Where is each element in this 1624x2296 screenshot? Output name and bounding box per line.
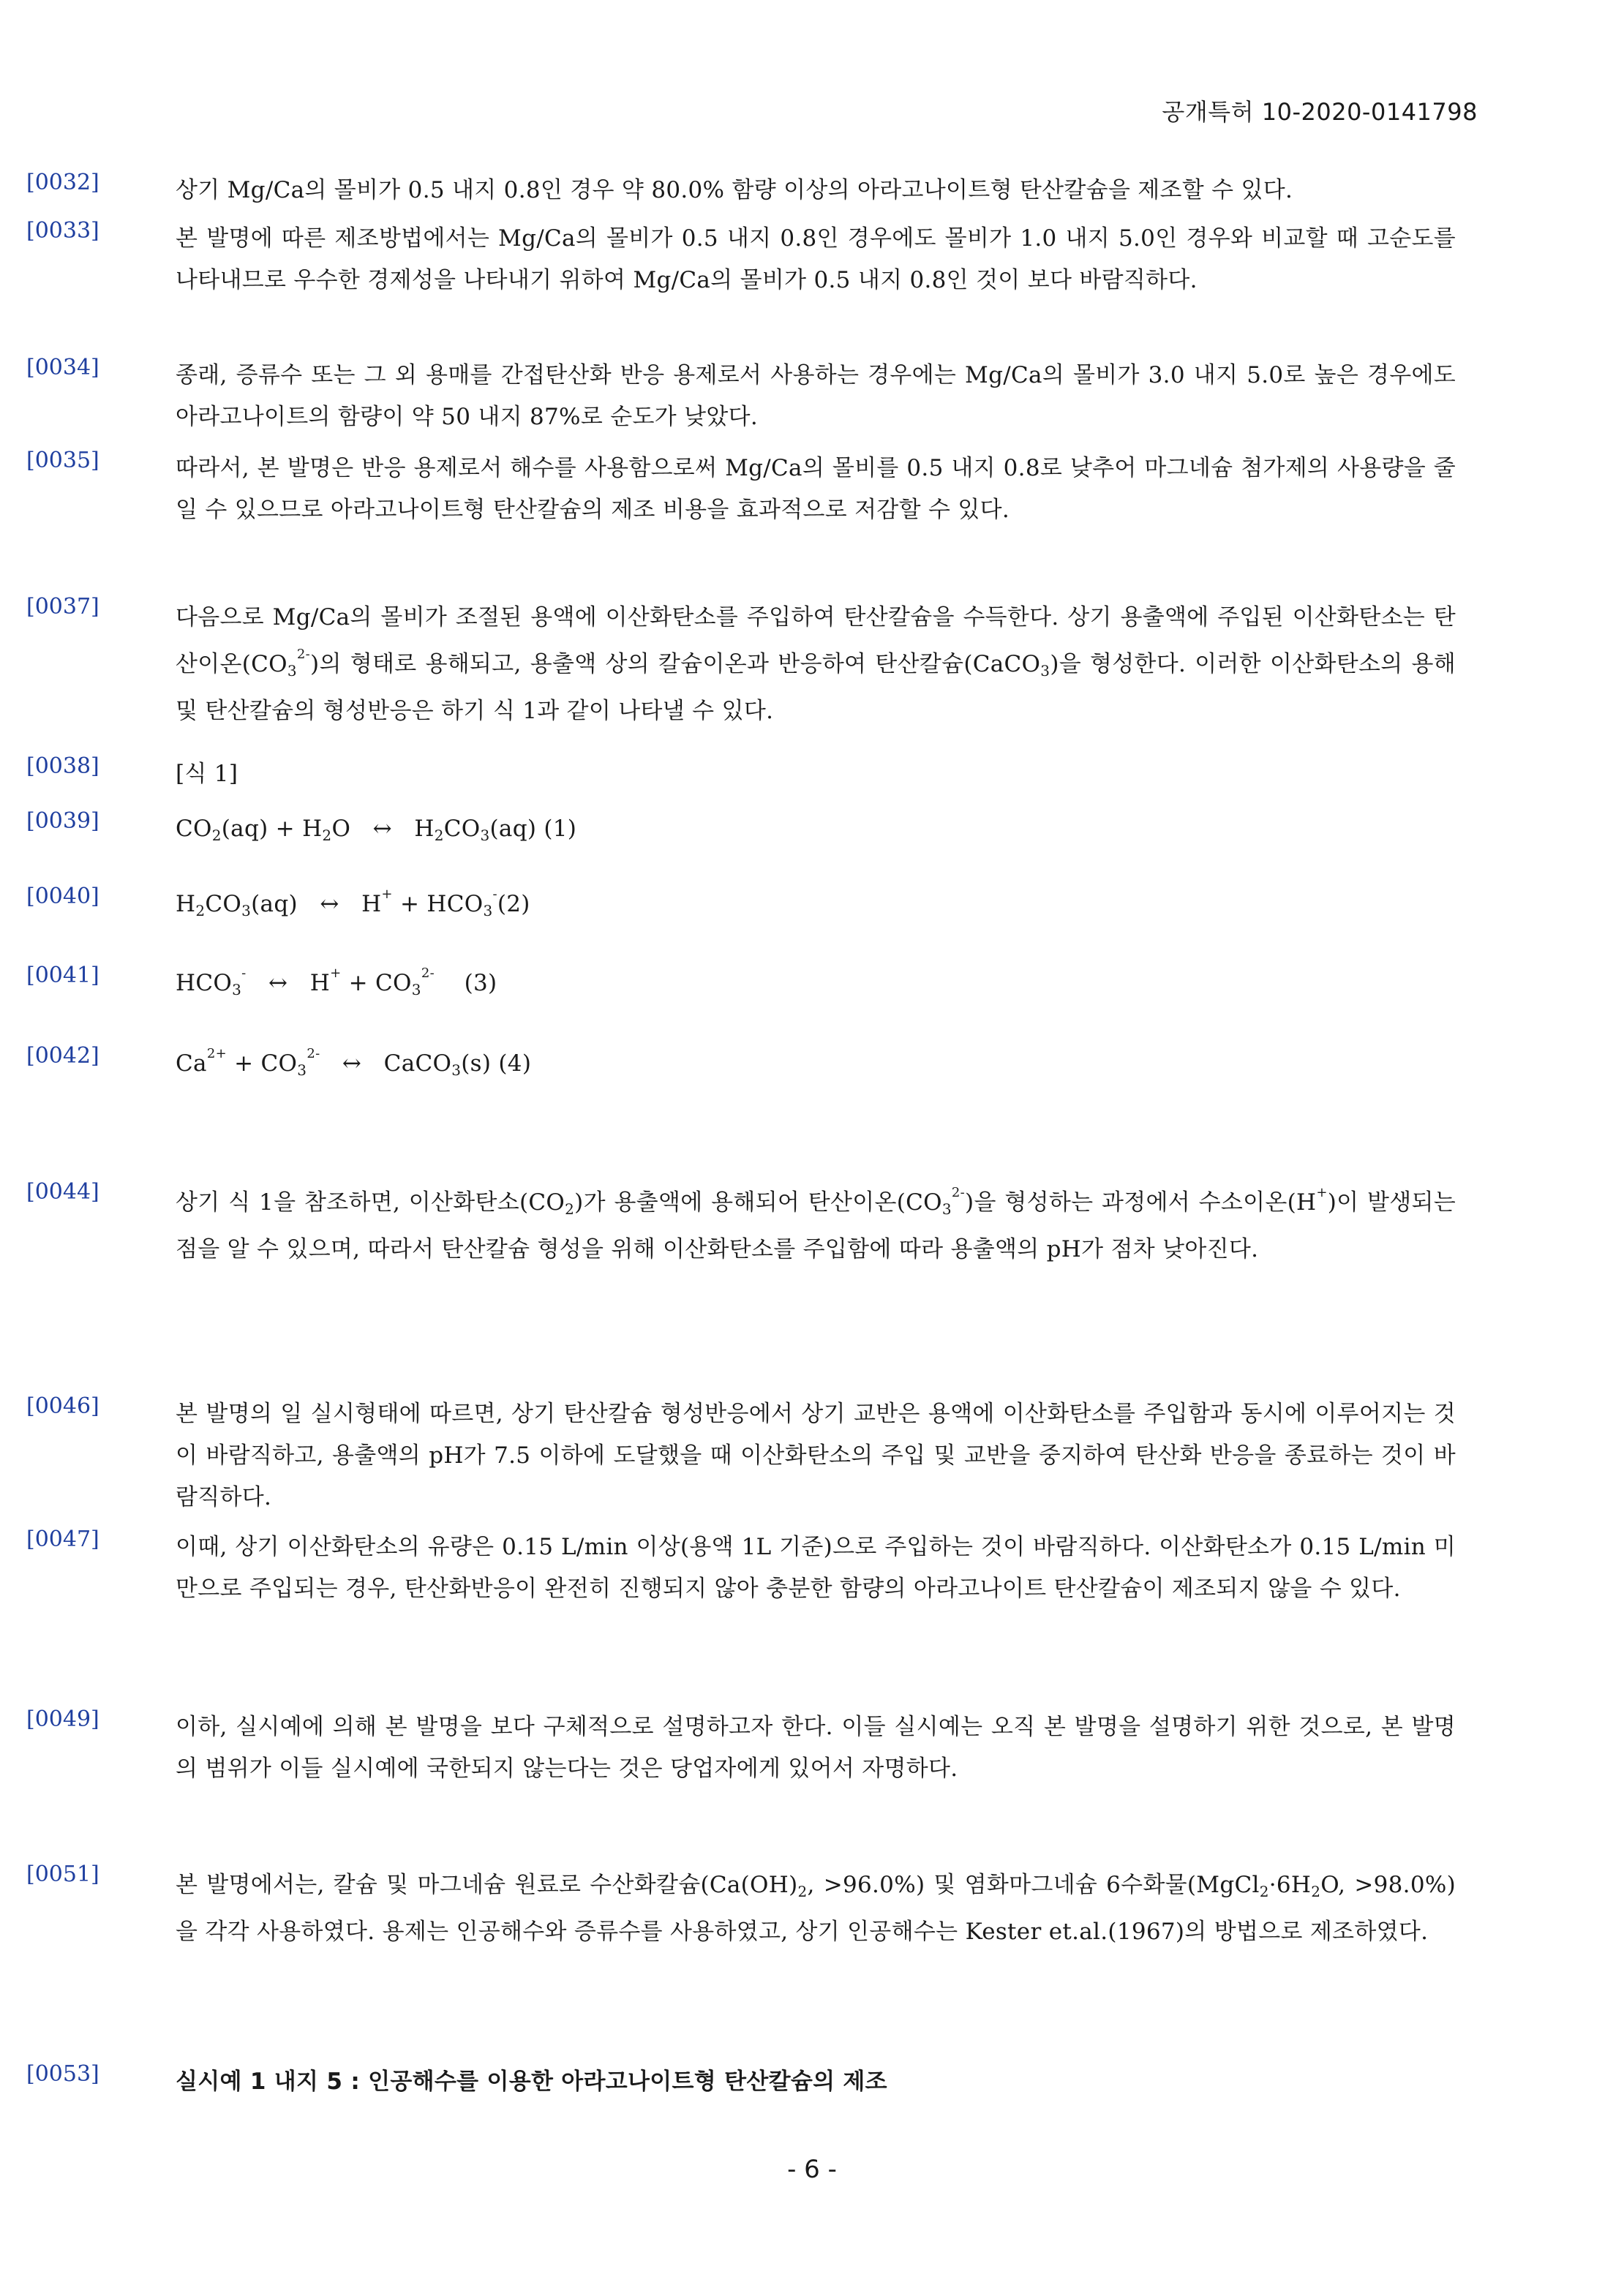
page-number: - 6 - — [787, 2155, 837, 2184]
paragraph-number: [0035] — [26, 448, 99, 473]
section-heading: 실시예 1 내지 5 : 인공해수를 이용한 아라고나이트형 탄산칼슘의 제조 — [176, 2069, 887, 2095]
paragraph-number: [0053] — [26, 2061, 99, 2087]
paragraph-text: 다음으로 Mg/Ca의 몰비가 조절된 용액에 이산화탄소를 주입하여 탄산칼슘을 수득한다. 상기 용출액에 주입된 이산화탄소는 탄산이온$(CO_3^{2-})$의 형태로 용해되고, 용출액 상의 칼슘이온과 반응하여 탄산칼슘(CaCO$_3$)을 형성한다. 이러한 이산화탄소의 용해 및 탄산칼슘의 형성반응은 하기 식 1과 같이 나타낼 수 있다. — [176, 604, 1456, 724]
paragraph-number: [0044] — [26, 1179, 99, 1205]
paragraph-number: [0046] — [26, 1393, 99, 1419]
paragraph-number: [0037] — [26, 594, 99, 620]
paragraph-text: [식 1] — [176, 761, 238, 787]
paragraph-number: [0042] — [26, 1043, 99, 1069]
paragraph-text: 이때, 상기 이산화탄소의 유량은 0.15 L/min 이상(용액 1L 기준)으로 주입하는 것이 바람직하다. 이산화탄소가 0.15 L/min 미만으로 주입되는 경우, 탄산화반응이 완전히 진행되지 않아 충분한 함량의 아라고나이트 탄산칼슘이 제조되지 않을 수 있다. — [176, 1534, 1456, 1602]
paragraph-text: 본 발명의 일 실시형태에 따르면, 상기 탄산칼슘 형성반응에서 상기 교반은 용액에 이산화탄소를 주입함과 동시에 이루어지는 것이 바람직하고, 용출액의 pH가 7.5 이하에 도달했을 때 이산화탄소의 주입 및 교반을 중지하여 탄산화 반응을 종료하는 것이 바람직하다. — [176, 1401, 1456, 1510]
paragraph-text: 본 발명에 따른 제조방법에서는 Mg/Ca의 몰비가 0.5 내지 0.8인 경우에도 몰비가 1.0 내지 5.0인 경우와 비교할 때 고순도를 나타내므로 우수한 경제성을 나타내기 위하여 Mg/Ca의 몰비가 0.5 내지 0.8인 것이 보다 바람직하다. — [176, 225, 1456, 293]
paragraph-text: 상기 식 1을 참조하면, 이산화탄소$(CO_2)$가 용출액에 용해되어 탄산이온$(CO_3^{2-})$을 형성하는 과정에서 수소이온(H+)이 발생되는 점을 알 수 있으며, 따라서 탄산칼슘 형성을 위해 이산화탄소를 주입함에 따라 용출액의 pH가 점차 낮아진다. — [176, 1185, 1456, 1262]
document-id: 공개특허 10-2020-0141798 — [1162, 98, 1478, 126]
paragraph-number: [0051] — [26, 1862, 99, 1887]
paragraph-number: [0049] — [26, 1706, 99, 1732]
equation-text: $Ca^{2+} + CO_3^{2-}$ ↔ CaCO$_3$(s) (4) — [176, 1046, 532, 1079]
paragraph-number: [0047] — [26, 1527, 99, 1552]
paragraph-text: 이하, 실시예에 의해 본 발명을 보다 구체적으로 설명하고자 한다. 이들 실시예는 오직 본 발명을 설명하기 위한 것으로, 본 발명의 범위가 이들 실시예에 국한되지 않는다는 것은 당업자에게 있어서 자명하다. — [176, 1714, 1456, 1782]
equation-text: $HCO_3^-$ ↔ $H^+ + CO_3^{2-}$ (3) — [176, 966, 497, 998]
paragraph-number: [0040] — [26, 884, 99, 909]
paragraph-number: [0039] — [26, 808, 99, 834]
equation-text: $H_2CO_3(aq)$ ↔ $H^+ + HCO_3^-(2)$ — [176, 887, 530, 919]
paragraph-text: 본 발명에서는, 칼슘 및 마그네슘 원료로 수산화칼슘($Ca(OH)_2$, >96.0%) 및 염화마그네슘 6수화물($MgCl_2\cdot 6H_2O$, >98.0%)을 각각 사용하였다. 용제는 인공해수와 증류수를 사용하였고, 상기 인공해수는 Kester et.al.(1967)의 방법으로 제조하였다. — [176, 1872, 1456, 1945]
paragraph-number: [0033] — [26, 218, 99, 244]
paragraph-number: [0034] — [26, 355, 99, 380]
paragraph-number: [0041] — [26, 963, 99, 988]
paragraph-text: 상기 Mg/Ca의 몰비가 0.5 내지 0.8인 경우 약 80.0% 함량 이상의 아라고나이트형 탄산칼슘을 제조할 수 있다. — [176, 177, 1293, 203]
equation-text: $CO_2(aq) + H_2O$ ↔ $H_2CO_3(aq)$ (1) — [176, 816, 577, 844]
paragraph-text: 따라서, 본 발명은 반응 용제로서 해수를 사용함으로써 Mg/Ca의 몰비를 0.5 내지 0.8로 낮추어 마그네슘 첨가제의 사용량을 줄일 수 있으므로 아라고나이트형 탄산칼슘의 제조 비용을 효과적으로 저감할 수 있다. — [176, 455, 1456, 523]
paragraph-number: [0038] — [26, 753, 99, 779]
paragraph-number: [0032] — [26, 170, 99, 195]
paragraph-text: 종래, 증류수 또는 그 외 용매를 간접탄산화 반응 용제로서 사용하는 경우에는 Mg/Ca의 몰비가 3.0 내지 5.0로 높은 경우에도 아라고나이트의 함량이 약 50 내지 87%로 순도가 낮았다. — [176, 362, 1456, 430]
